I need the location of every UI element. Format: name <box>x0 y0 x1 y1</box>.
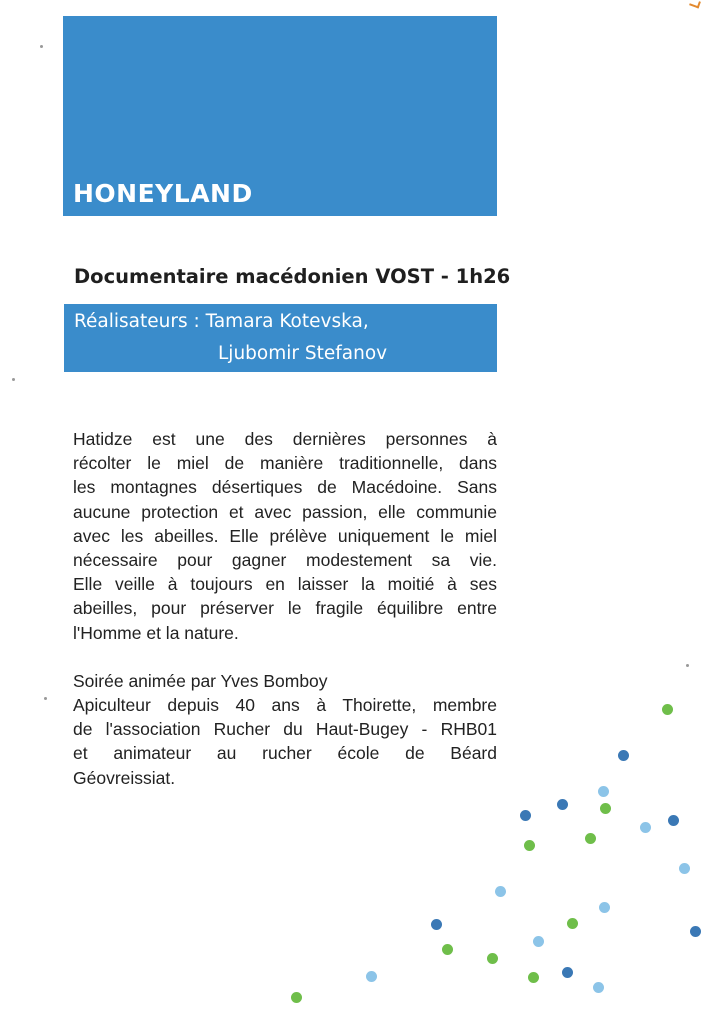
paragraph-spacer <box>73 645 497 669</box>
decor-dot <box>431 919 442 930</box>
description <box>73 427 497 790</box>
decor-dot <box>593 982 604 993</box>
title-banner <box>63 16 497 216</box>
directors-line-2: Ljubomir Stefanov <box>218 343 388 364</box>
decor-dot <box>528 972 539 983</box>
synopsis-line: l'Homme et la nature. <box>73 622 239 643</box>
evening-host: Soirée animée par Yves Bomboy <box>73 670 328 691</box>
decor-dot <box>662 704 673 715</box>
synopsis-line: avec les abeilles. Elle prélève uniquement le miel <box>73 525 497 546</box>
film-title: HONEYLAND <box>73 179 253 208</box>
synopsis <box>73 427 497 645</box>
decor-dot <box>600 803 611 814</box>
directors-line-1: Réalisateurs : Tamara Kotevska, <box>74 311 369 332</box>
decor-dot <box>640 822 651 833</box>
evening-line: et animateur au rucher école de Béard <box>73 743 497 764</box>
film-subtitle: Documentaire macédonien VOST - 1h26 <box>74 265 511 288</box>
synopsis-line: Hatidze est une des dernières personnes à <box>73 429 497 449</box>
decor-dot <box>599 902 610 913</box>
speck <box>44 697 47 700</box>
decor-dot <box>668 815 679 826</box>
evening-line: Géovreissiat. <box>73 767 176 788</box>
decor-dot <box>679 863 690 874</box>
synopsis-line: récolter le miel de manière traditionnelle, dans <box>73 453 497 474</box>
corner-mark <box>689 0 701 8</box>
synopsis-line: les montagnes désertiques de Macédoine. Sans <box>73 477 497 498</box>
speck <box>12 378 15 381</box>
decor-dot <box>598 786 609 797</box>
decor-dot <box>520 810 531 821</box>
decor-dot <box>487 953 498 964</box>
synopsis-line: Elle veille à toujours en laisser la moitié à ses <box>73 574 497 595</box>
decor-dot <box>495 886 506 897</box>
synopsis-line: nécessaire pour gagner modestement sa vie. <box>73 550 497 571</box>
speck <box>40 45 43 48</box>
evening-info <box>73 669 497 790</box>
synopsis-line: aucune protection et avec passion, elle communie <box>73 501 497 522</box>
decor-dot <box>562 967 573 978</box>
decor-dot <box>533 936 544 947</box>
directors-banner <box>64 304 497 372</box>
evening-line: de l'association Rucher du Haut-Bugey - RHB01 <box>73 719 497 740</box>
decor-dot <box>618 750 629 761</box>
decor-dot <box>690 926 701 937</box>
synopsis-line: abeilles, pour préserver le fragile équilibre entre <box>73 598 497 619</box>
decor-dot <box>291 992 302 1003</box>
evening-line: Apiculteur depuis 40 ans à Thoirette, membre <box>73 695 497 716</box>
decor-dot <box>442 944 453 955</box>
speck <box>686 664 689 667</box>
decor-dot <box>557 799 568 810</box>
decor-dot <box>567 918 578 929</box>
decor-dot <box>366 971 377 982</box>
decor-dot <box>524 840 535 851</box>
decor-dot <box>585 833 596 844</box>
